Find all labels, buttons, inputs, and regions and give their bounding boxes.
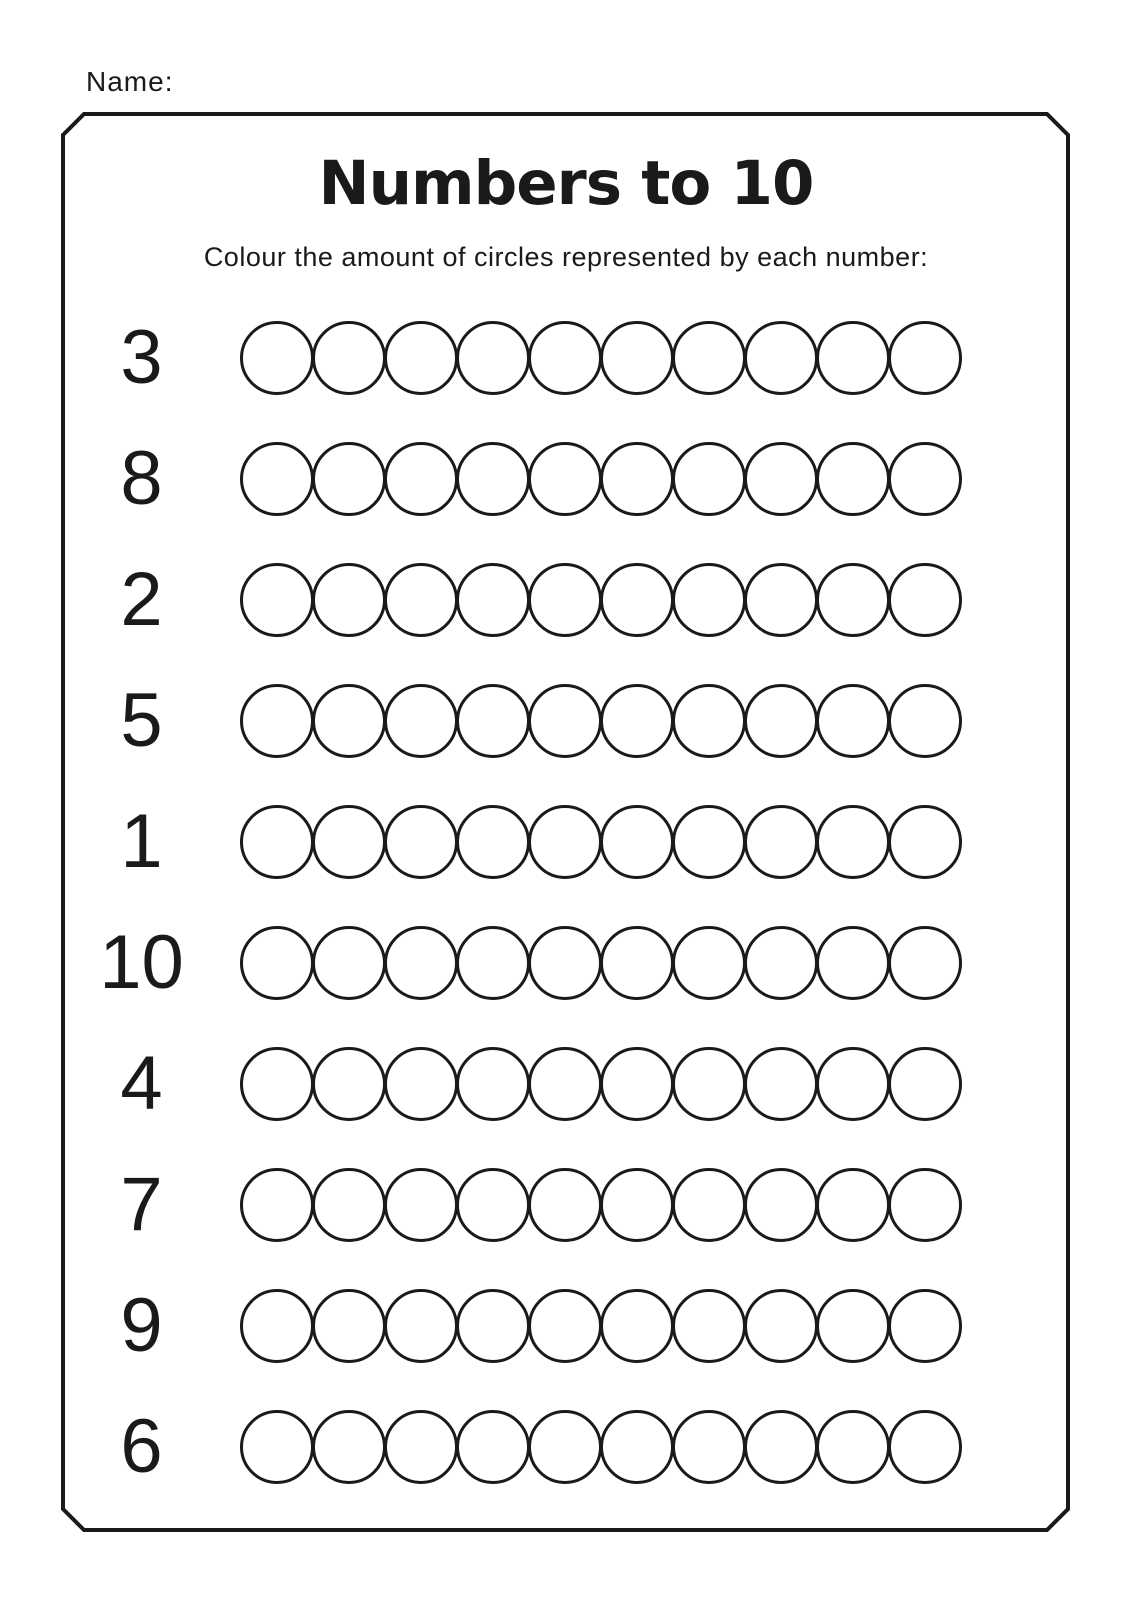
colour-circle xyxy=(240,1168,314,1242)
colour-circle xyxy=(384,321,458,395)
number-row xyxy=(63,1144,1069,1265)
colour-circle xyxy=(672,563,746,637)
colour-circle xyxy=(240,1047,314,1121)
colour-circle xyxy=(816,805,890,879)
row-number: 2 xyxy=(120,556,163,642)
colour-circle xyxy=(240,805,314,879)
colour-circle xyxy=(312,805,386,879)
row-number: 1 xyxy=(120,798,163,884)
colour-circle xyxy=(384,805,458,879)
number-row xyxy=(63,902,1069,1023)
colour-circle xyxy=(456,1168,530,1242)
colour-circle xyxy=(672,1289,746,1363)
colour-circle xyxy=(816,442,890,516)
colour-circle xyxy=(672,1047,746,1121)
number-row xyxy=(63,660,1069,781)
colour-circle xyxy=(456,805,530,879)
colour-circle xyxy=(600,926,674,1000)
colour-circle xyxy=(456,321,530,395)
colour-circle xyxy=(816,1410,890,1484)
colour-circle xyxy=(456,563,530,637)
colour-circle xyxy=(384,442,458,516)
colour-circle xyxy=(312,442,386,516)
worksheet-rows xyxy=(63,297,1069,1507)
colour-circle xyxy=(384,563,458,637)
colour-circle xyxy=(888,1410,962,1484)
colour-circle xyxy=(888,1168,962,1242)
colour-circle xyxy=(888,563,962,637)
colour-circle xyxy=(528,926,602,1000)
colour-circle xyxy=(240,563,314,637)
colour-circle xyxy=(528,442,602,516)
colour-circle xyxy=(312,321,386,395)
colour-circle xyxy=(816,1168,890,1242)
colour-circle xyxy=(744,1410,818,1484)
colour-circle xyxy=(888,1289,962,1363)
colour-circle xyxy=(888,926,962,1000)
colour-circle xyxy=(456,1289,530,1363)
row-circles xyxy=(240,1410,962,1484)
colour-circle xyxy=(312,684,386,758)
number-row xyxy=(63,297,1069,418)
row-circles xyxy=(240,805,962,879)
colour-circle xyxy=(240,1410,314,1484)
colour-circle xyxy=(528,321,602,395)
colour-circle xyxy=(888,321,962,395)
colour-circle xyxy=(312,926,386,1000)
colour-circle xyxy=(312,1410,386,1484)
colour-circle xyxy=(456,1047,530,1121)
colour-circle xyxy=(240,1289,314,1363)
colour-circle xyxy=(312,1289,386,1363)
row-circles xyxy=(240,563,962,637)
colour-circle xyxy=(384,926,458,1000)
name-label: Name: xyxy=(86,66,174,97)
row-number: 4 xyxy=(120,1040,163,1126)
row-circles xyxy=(240,926,962,1000)
row-number: 6 xyxy=(120,1403,163,1489)
row-number: 5 xyxy=(120,677,163,763)
colour-circle xyxy=(888,442,962,516)
row-circles xyxy=(240,1047,962,1121)
colour-circle xyxy=(240,926,314,1000)
row-circles xyxy=(240,1168,962,1242)
colour-circle xyxy=(600,563,674,637)
colour-circle xyxy=(888,1047,962,1121)
colour-circle xyxy=(600,442,674,516)
colour-circle xyxy=(672,926,746,1000)
number-row xyxy=(63,1023,1069,1144)
worksheet-instruction: Colour the amount of circles represented by each number: xyxy=(203,242,929,272)
colour-circle xyxy=(744,926,818,1000)
colour-circle xyxy=(744,563,818,637)
number-row xyxy=(63,781,1069,902)
colour-circle xyxy=(528,684,602,758)
colour-circle xyxy=(672,684,746,758)
colour-circle xyxy=(456,1410,530,1484)
colour-circle xyxy=(816,1047,890,1121)
colour-circle xyxy=(456,926,530,1000)
colour-circle xyxy=(744,684,818,758)
row-number: 10 xyxy=(99,919,184,1005)
row-number: 3 xyxy=(120,314,163,400)
colour-circle xyxy=(888,805,962,879)
colour-circle xyxy=(384,1168,458,1242)
colour-circle xyxy=(600,1410,674,1484)
colour-circle xyxy=(672,442,746,516)
row-number: 9 xyxy=(120,1282,163,1368)
colour-circle xyxy=(528,1047,602,1121)
colour-circle xyxy=(600,1289,674,1363)
colour-circle xyxy=(816,321,890,395)
colour-circle xyxy=(240,442,314,516)
colour-circle xyxy=(384,684,458,758)
colour-circle xyxy=(816,926,890,1000)
colour-circle xyxy=(456,684,530,758)
number-row xyxy=(63,1386,1069,1507)
colour-circle xyxy=(744,321,818,395)
colour-circle xyxy=(240,321,314,395)
colour-circle xyxy=(528,563,602,637)
colour-circle xyxy=(600,805,674,879)
number-row xyxy=(63,418,1069,539)
colour-circle xyxy=(600,321,674,395)
colour-circle xyxy=(528,1168,602,1242)
number-row xyxy=(63,539,1069,660)
colour-circle xyxy=(240,684,314,758)
colour-circle xyxy=(384,1047,458,1121)
colour-circle xyxy=(528,1289,602,1363)
row-circles xyxy=(240,684,962,758)
worksheet-title: Numbers to 10 xyxy=(318,148,814,219)
row-number: 7 xyxy=(120,1161,163,1247)
colour-circle xyxy=(672,1410,746,1484)
colour-circle xyxy=(312,563,386,637)
colour-circle xyxy=(312,1047,386,1121)
colour-circle xyxy=(816,684,890,758)
colour-circle xyxy=(888,684,962,758)
colour-circle xyxy=(528,1410,602,1484)
colour-circle xyxy=(744,1289,818,1363)
colour-circle xyxy=(600,1047,674,1121)
row-circles xyxy=(240,1289,962,1363)
colour-circle xyxy=(528,805,602,879)
colour-circle xyxy=(744,1168,818,1242)
colour-circle xyxy=(816,563,890,637)
number-row xyxy=(63,1265,1069,1386)
colour-circle xyxy=(312,1168,386,1242)
colour-circle xyxy=(456,442,530,516)
colour-circle xyxy=(672,1168,746,1242)
row-number: 8 xyxy=(120,435,163,521)
colour-circle xyxy=(384,1410,458,1484)
row-circles xyxy=(240,321,962,395)
colour-circle xyxy=(744,805,818,879)
colour-circle xyxy=(744,1047,818,1121)
colour-circle xyxy=(600,1168,674,1242)
colour-circle xyxy=(672,321,746,395)
colour-circle xyxy=(672,805,746,879)
row-circles xyxy=(240,442,962,516)
colour-circle xyxy=(384,1289,458,1363)
colour-circle xyxy=(600,684,674,758)
colour-circle xyxy=(816,1289,890,1363)
colour-circle xyxy=(744,442,818,516)
